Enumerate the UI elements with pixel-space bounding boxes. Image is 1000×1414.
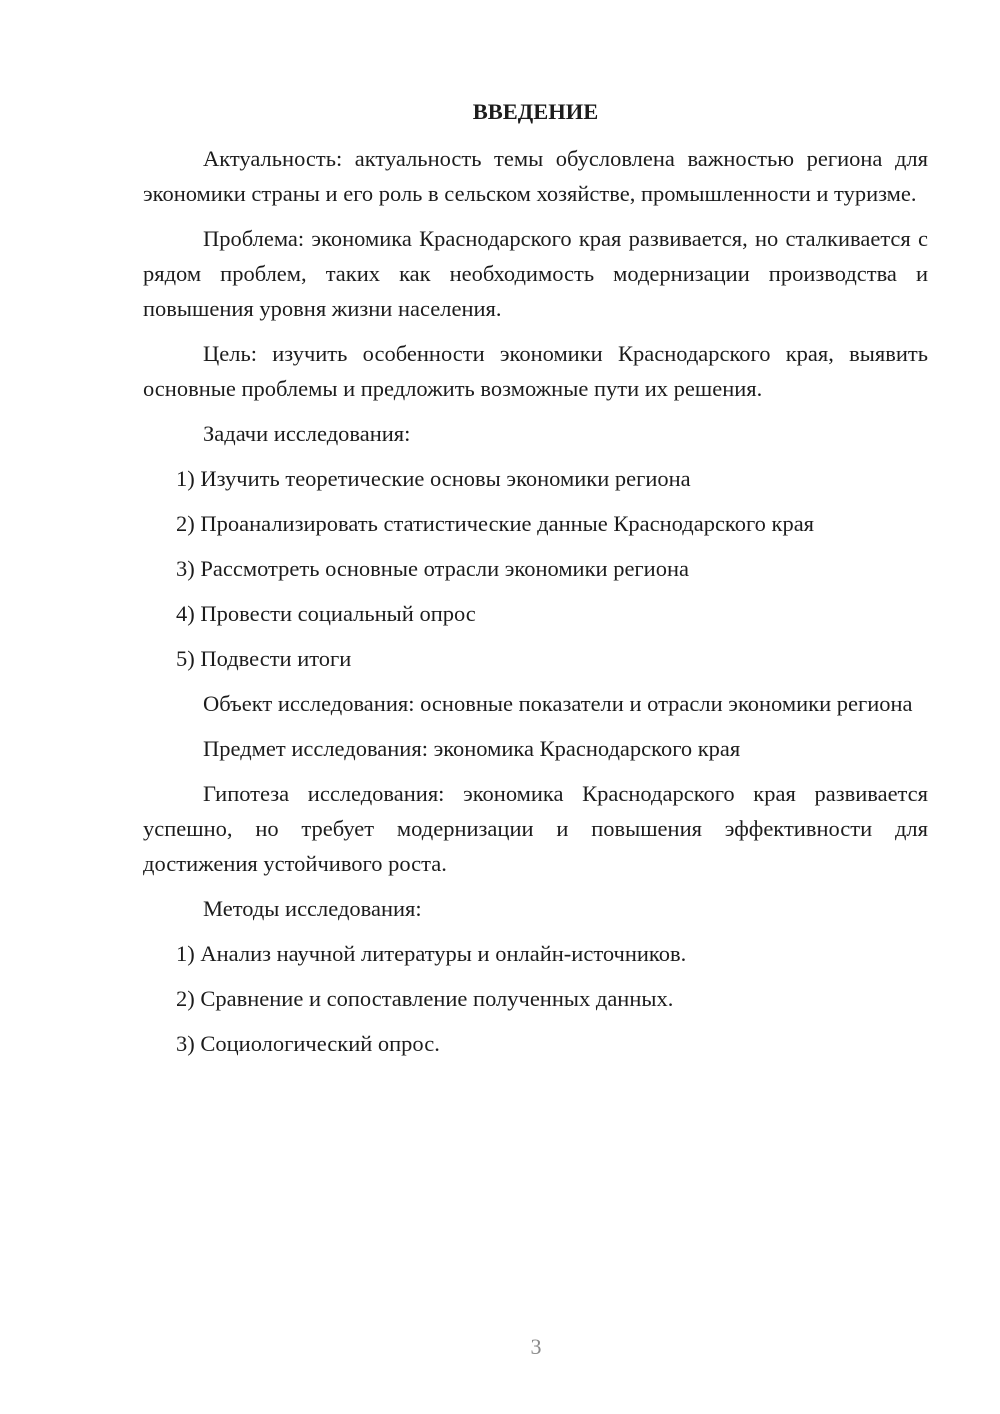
page-content [143,94,928,1071]
problem-paragraph: Проблема: экономика Краснодарского края развивается, но сталкивается с рядом проблем, таких как необходимость модернизации производства и повышения уровня жизни населения. [143,226,928,321]
tasks-heading: Задачи исследования: [203,421,411,446]
methods-heading: Методы исследования: [203,896,422,921]
goal-paragraph: Цель: изучить особенности экономики Краснодарского края, выявить основные проблемы и предложить возможные пути их решения. [143,341,928,401]
object-paragraph: Объект исследования: основные показатели и отрасли экономики региона [203,691,913,716]
relevance-paragraph: Актуальность: актуальность темы обусловлена важностью региона для экономики страны и его роль в сельском хозяйстве, промышленности и туризме. [143,146,928,206]
task-item: 1) Изучить теоретические основы экономики региона [176,466,691,491]
subject-paragraph: Предмет исследования: экономика Краснодарского края [203,736,741,761]
method-item: 2) Сравнение и сопоставление полученных данных. [176,986,674,1011]
task-item: 2) Проанализировать статистические данные Краснодарского края [176,511,815,536]
task-item: 4) Провести социальный опрос [176,601,476,626]
method-item: 3) Социологический опрос. [176,1031,440,1056]
task-item: 5) Подвести итоги [176,646,352,671]
hypothesis-paragraph: Гипотеза исследования: экономика Краснодарского края развивается успешно, но требует модернизации и повышения эффективности для достижения устойчивого роста. [143,781,928,876]
task-item: 3) Рассмотреть основные отрасли экономики региона [176,556,689,581]
page-number: 3 [530,1334,542,1359]
method-item: 1) Анализ научной литературы и онлайн-источников. [176,941,687,966]
page-title: ВВЕДЕНИЕ [472,99,599,124]
